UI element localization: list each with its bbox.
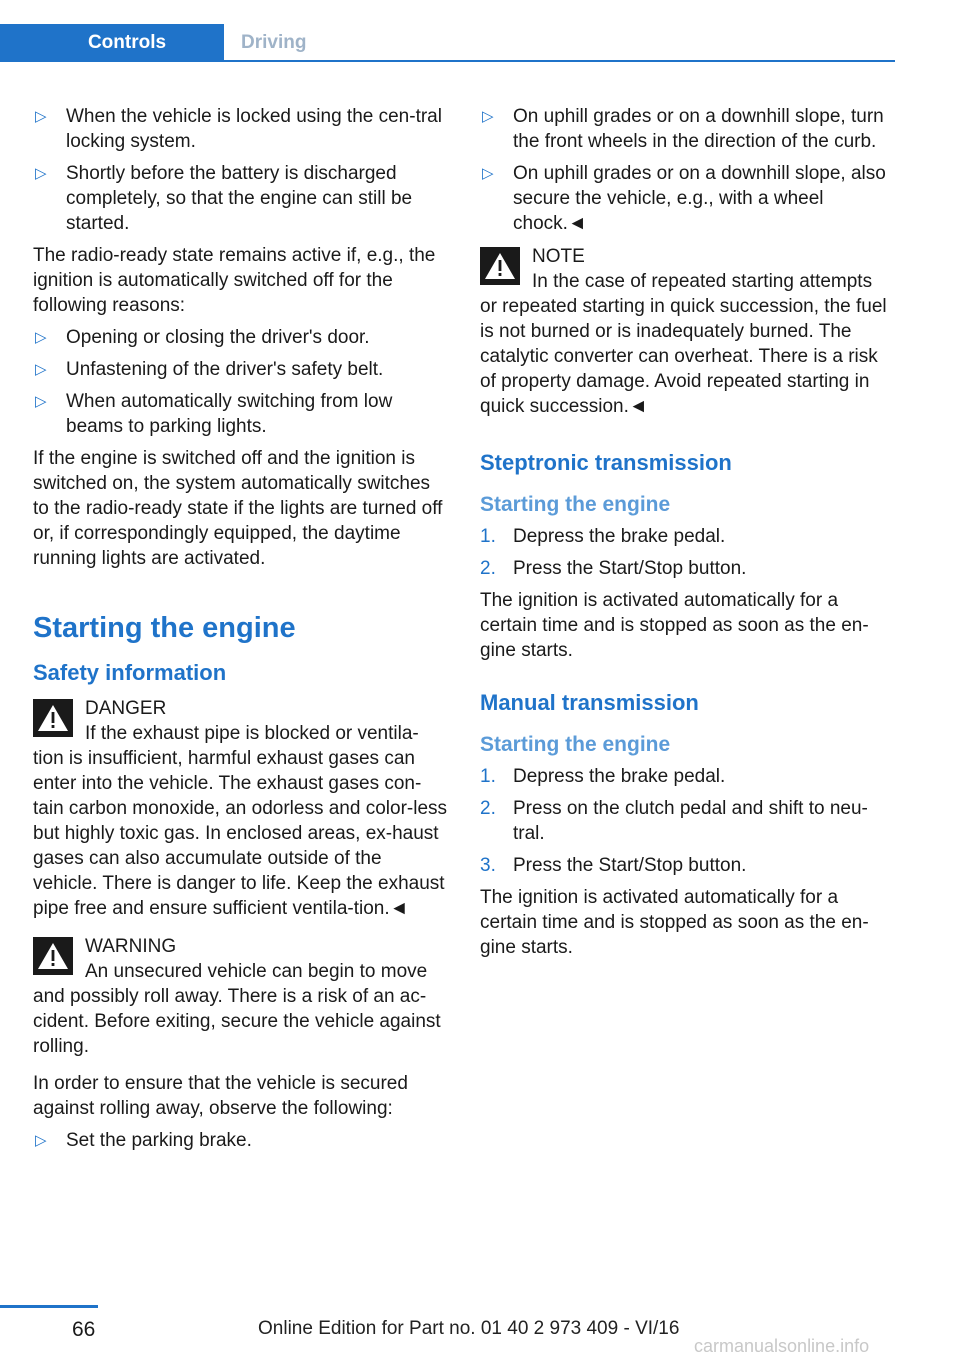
bullet-marker-icon: ▷ [35, 1132, 47, 1149]
list-item [33, 325, 451, 350]
section-title: Starting the engine [33, 612, 296, 644]
left-column [33, 104, 451, 1160]
right-column [480, 104, 894, 967]
bullet-marker-icon: ▷ [35, 361, 47, 378]
danger-title: DANGER [85, 698, 167, 719]
subsubsection-title: Starting the engine [480, 733, 671, 756]
tab-controls[interactable] [0, 24, 224, 61]
tab-driving[interactable] [241, 24, 306, 61]
chapter-tabs [0, 24, 895, 62]
list-item-text: On uphill grades or on a downhill slope, also secure the vehicle, e.g., with a wheel chock.◄ [513, 163, 886, 234]
tab-driving-label: Driving [241, 31, 307, 53]
paragraph: If the engine is switched off and the ignition is switched on, the system automatically switches to the radio-ready state if the lights are turned off or, if correspondingly equipped, the daytime running lights are activated. [33, 448, 443, 569]
list-item [480, 104, 894, 154]
step-text: Press the Start/Stop button. [513, 558, 747, 579]
page-number: 66 [72, 1318, 96, 1341]
paragraph: The ignition is activated automatically for a certain time and is stopped as soon as the en‐gine starts. [480, 590, 869, 661]
list-item [33, 357, 451, 382]
bullet-marker-icon: ▷ [482, 108, 494, 125]
bullet-marker-icon: ▷ [35, 329, 47, 346]
numbered-item [480, 524, 894, 549]
warning-notice [33, 933, 451, 1059]
danger-text: tion is insufficient, harmful exhaust gases can enter into the vehicle. The exhaust gases con‐tain carbon monoxide, an odorless and color‐less but highly toxic gas. In enclosed areas, ex‐haust gases can also accumulate outside of the vehicle. There is danger to life. Keep the exhaust pipe free and ensure sufficient ventila‐tion.◄ [33, 748, 448, 919]
subsection-title: Safety information [33, 660, 227, 685]
warning-triangle-icon [33, 699, 73, 737]
list-item [33, 389, 451, 439]
tab-controls-label: Controls [87, 31, 167, 53]
step-text: Depress the brake pedal. [513, 526, 726, 547]
warning-triangle-icon [33, 937, 73, 975]
step-number: 3. [480, 855, 496, 876]
step-text: Depress the brake pedal. [513, 766, 726, 787]
list-item-text: Set the parking brake. [66, 1130, 252, 1151]
bullet-marker-icon: ▷ [35, 108, 47, 125]
danger-text-first-line: If the exhaust pipe is blocked or ventila‐ [85, 723, 419, 744]
note-text: or repeated starting in quick succession, the fuel is not burned or is inadequately burned. The catalytic converter can overheat. There is a risk of property damage. Avoid repeated starting in quick succession.◄ [480, 296, 887, 417]
step-number: 1. [480, 766, 496, 787]
warning-text: and possibly roll away. There is a risk of an ac‐cident. Before exiting, secure the vehicle against rolling. [33, 986, 441, 1057]
list-item [480, 161, 894, 236]
step-number: 2. [480, 558, 496, 579]
note-notice [480, 243, 894, 419]
numbered-item [480, 853, 894, 878]
subsection-title-steptronic: Steptronic transmission [480, 450, 732, 475]
list-item [33, 104, 451, 154]
danger-notice [33, 695, 451, 921]
list-item [33, 1128, 451, 1153]
warning-text-first-line: An unsecured vehicle can begin to move [85, 961, 428, 982]
list-item [33, 161, 451, 236]
list-item-text: When automatically switching from low beams to parking lights. [66, 391, 393, 437]
online-edition-text: Online Edition for Part no. 01 40 2 973 409 - VI/16 [258, 1318, 680, 1339]
subsection-title-manual: Manual transmission [480, 690, 699, 715]
numbered-item [480, 556, 894, 581]
step-number: 2. [480, 798, 496, 819]
paragraph: The radio-ready state remains active if, e.g., the ignition is automatically switched off for the following reasons: [33, 245, 436, 316]
warning-title: WARNING [85, 936, 177, 957]
list-item-text: On uphill grades or on a downhill slope, turn the front wheels in the direction of the curb. [513, 106, 884, 152]
paragraph: The ignition is activated automatically for a certain time and is stopped as soon as the en‐gine starts. [480, 887, 869, 958]
footer-rule [0, 1305, 98, 1308]
bullet-marker-icon: ▷ [35, 165, 47, 182]
list-item-text: Opening or closing the driver's door. [66, 327, 370, 348]
note-text-first-line: In the case of repeated starting attempts [532, 271, 873, 292]
step-text: Press the Start/Stop button. [513, 855, 747, 876]
step-number: 1. [480, 526, 496, 547]
step-text: Press on the clutch pedal and shift to neu‐tral. [513, 798, 868, 844]
list-item-text: Unfastening of the driver's safety belt. [66, 359, 384, 380]
list-item-text: Shortly before the battery is discharged completely, so that the engine can still be started. [66, 163, 413, 234]
watermark: carmanualsonline.info [694, 1336, 870, 1356]
header-rule [0, 60, 895, 62]
warning-triangle-icon [480, 247, 520, 285]
list-item-text: When the vehicle is locked using the cen‐tral locking system. [66, 106, 442, 152]
numbered-item [480, 796, 894, 846]
paragraph: In order to ensure that the vehicle is secured against rolling away, observe the following: [33, 1073, 408, 1119]
bullet-marker-icon: ▷ [35, 393, 47, 410]
numbered-item [480, 764, 894, 789]
bullet-marker-icon: ▷ [482, 165, 494, 182]
note-title: NOTE [532, 246, 585, 267]
subsubsection-title: Starting the engine [480, 493, 671, 516]
